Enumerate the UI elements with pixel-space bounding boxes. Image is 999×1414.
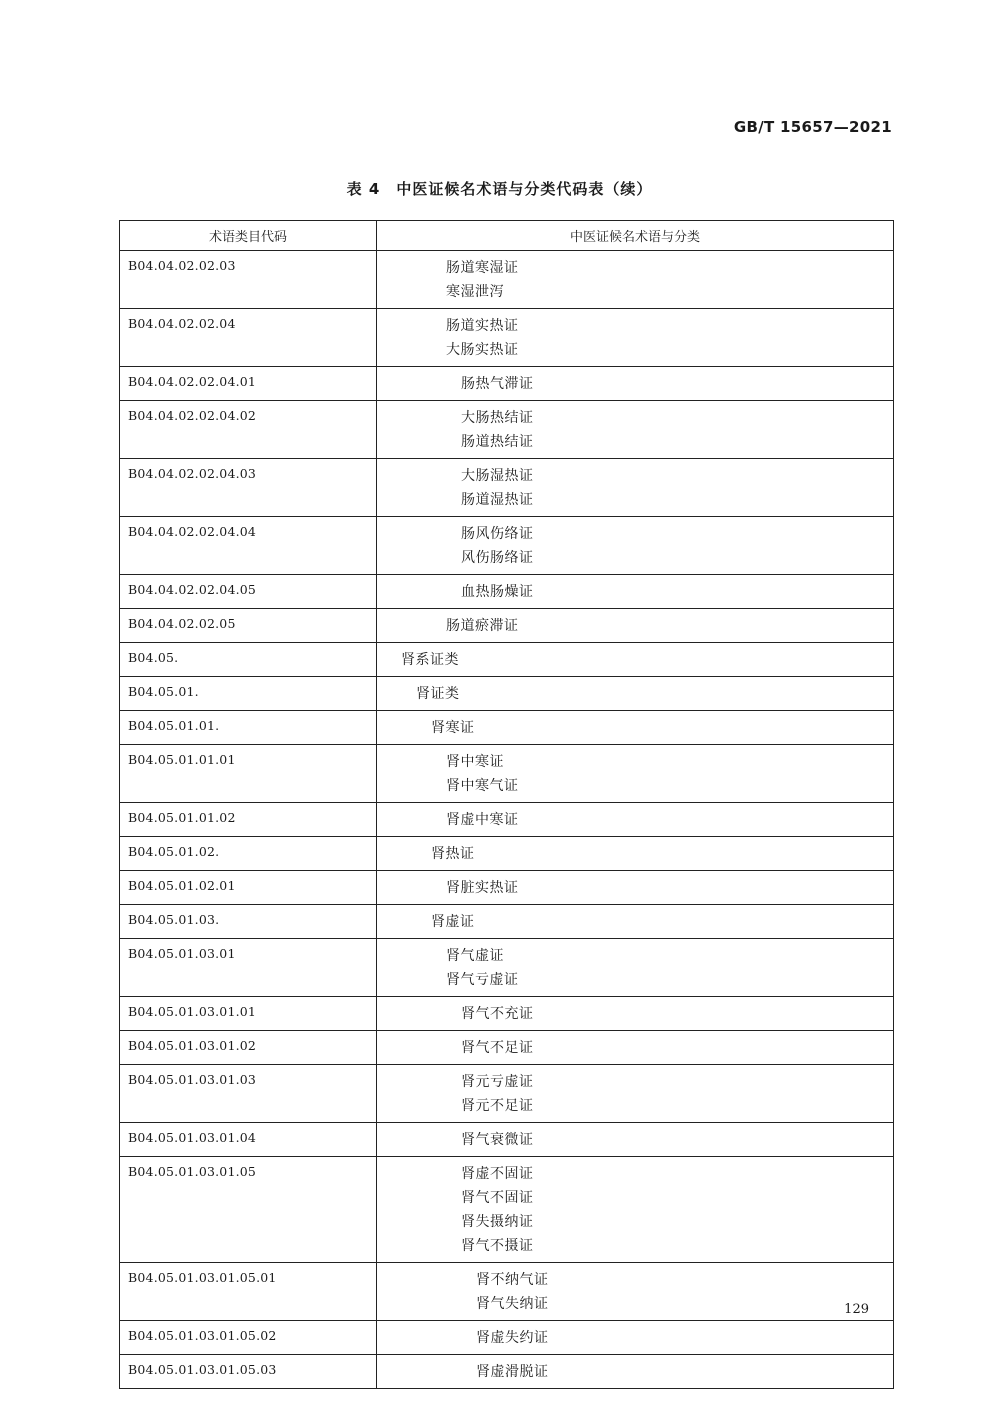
table-row — [120, 251, 894, 309]
syndrome-terms-cell — [377, 401, 894, 459]
category-code-cell: B04.04.02.02.04.05 — [120, 575, 377, 609]
syndrome-terms-cell — [377, 905, 894, 939]
syndrome-term: 肾脏实热证 — [446, 880, 519, 896]
syndrome-terms-cell — [377, 1123, 894, 1157]
category-code-cell: B04.04.02.02.04 — [120, 309, 377, 367]
syndrome-terms-cell — [377, 677, 894, 711]
syndrome-term: 肠道瘀滞证 — [446, 618, 519, 634]
category-code-cell: B04.04.02.02.04.03 — [120, 459, 377, 517]
syndrome-terms-cell — [377, 1031, 894, 1065]
syndrome-term: 肾虚证 — [431, 914, 475, 930]
syndrome-terms-cell — [377, 939, 894, 997]
syndrome-term: 肾系证类 — [401, 652, 459, 668]
syndrome-terms-cell — [377, 309, 894, 367]
table-row — [120, 517, 894, 575]
table-row — [120, 1031, 894, 1065]
syndrome-term: 肠道热结证 — [461, 434, 534, 450]
category-code-cell: B04.04.02.02.04.01 — [120, 367, 377, 401]
syndrome-term: 肾气虚证 — [446, 948, 504, 964]
syndrome-terms-cell — [377, 1157, 894, 1263]
table-row — [120, 459, 894, 517]
table-row — [120, 367, 894, 401]
syndrome-term: 肾寒证 — [431, 720, 475, 736]
syndrome-term: 大肠热结证 — [461, 410, 534, 426]
table-row — [120, 1321, 894, 1355]
syndrome-terms-cell — [377, 711, 894, 745]
syndrome-term: 肾失摄纳证 — [461, 1214, 534, 1230]
table-row — [120, 1123, 894, 1157]
syndrome-term: 肾气不充证 — [461, 1006, 534, 1022]
category-code-cell: B04.05.01.03.01.05 — [120, 1157, 377, 1263]
category-code-cell: B04.05.01.03.01.05.01 — [120, 1263, 377, 1321]
category-code-cell: B04.05.01.03.01.02 — [120, 1031, 377, 1065]
table-row — [120, 711, 894, 745]
table-header-row — [120, 221, 894, 251]
syndrome-term: 肾不纳气证 — [476, 1272, 549, 1288]
table-row — [120, 871, 894, 905]
syndrome-term: 肾证类 — [416, 686, 460, 702]
table-body — [120, 251, 894, 1389]
category-code-cell: B04.05. — [120, 643, 377, 677]
category-code-cell: B04.05.01.03.01.01 — [120, 997, 377, 1031]
syndrome-term: 肾气亏虚证 — [446, 972, 519, 988]
syndrome-term: 肠热气滞证 — [461, 376, 534, 392]
page-number: 129 — [844, 1302, 869, 1317]
table-row — [120, 745, 894, 803]
syndrome-term: 肾虚中寒证 — [446, 812, 519, 828]
category-code-cell: B04.05.01.03.01.05.02 — [120, 1321, 377, 1355]
category-code-cell: B04.04.02.02.04.02 — [120, 401, 377, 459]
syndrome-terms-cell — [377, 1321, 894, 1355]
syndrome-term: 风伤肠络证 — [461, 550, 534, 566]
syndrome-term: 肾中寒证 — [446, 754, 504, 770]
syndrome-term: 肠道湿热证 — [461, 492, 534, 508]
category-code-cell: B04.05.01.02.01 — [120, 871, 377, 905]
category-code-cell: B04.05.01.01.02 — [120, 803, 377, 837]
syndrome-term: 寒湿泄泻 — [446, 284, 504, 300]
syndrome-terms-cell — [377, 837, 894, 871]
category-code-cell: B04.05.01.02. — [120, 837, 377, 871]
table-row — [120, 1065, 894, 1123]
table-row — [120, 1157, 894, 1263]
syndrome-terms-cell — [377, 803, 894, 837]
syndrome-term: 肾虚滑脱证 — [476, 1364, 549, 1380]
syndrome-term: 血热肠燥证 — [461, 584, 534, 600]
table-row — [120, 609, 894, 643]
terms-table — [119, 220, 894, 1389]
table-row — [120, 309, 894, 367]
syndrome-term: 肾气不足证 — [461, 1040, 534, 1056]
category-code-cell: B04.04.02.02.05 — [120, 609, 377, 643]
category-code-cell: B04.05.01.01. — [120, 711, 377, 745]
syndrome-term: 肾气不固证 — [461, 1190, 534, 1206]
category-code-cell: B04.05.01.03. — [120, 905, 377, 939]
syndrome-term: 肾气失纳证 — [476, 1296, 549, 1312]
syndrome-terms-cell — [377, 1355, 894, 1389]
category-code-cell: B04.05.01.03.01.04 — [120, 1123, 377, 1157]
table-row — [120, 401, 894, 459]
table-row — [120, 575, 894, 609]
column-header-code: 术语类目代码 — [120, 221, 377, 251]
syndrome-term: 肠道寒湿证 — [446, 260, 519, 276]
table-title: 表 4 中医证候名术语与分类代码表（续） — [346, 180, 653, 198]
category-code-cell: B04.05.01.03.01.05.03 — [120, 1355, 377, 1389]
syndrome-terms-cell — [377, 367, 894, 401]
category-code-cell: B04.04.02.02.03 — [120, 251, 377, 309]
syndrome-term: 肠道实热证 — [446, 318, 519, 334]
syndrome-term: 大肠湿热证 — [461, 468, 534, 484]
syndrome-term: 肾气不摄证 — [461, 1238, 534, 1254]
syndrome-terms-cell — [377, 517, 894, 575]
syndrome-term: 大肠实热证 — [446, 342, 519, 358]
syndrome-term: 肾虚不固证 — [461, 1166, 534, 1182]
syndrome-terms-cell — [377, 871, 894, 905]
syndrome-terms-cell — [377, 251, 894, 309]
syndrome-terms-cell — [377, 1065, 894, 1123]
table-row — [120, 803, 894, 837]
syndrome-term: 肾中寒气证 — [446, 778, 519, 794]
syndrome-terms-cell — [377, 1263, 894, 1321]
category-code-cell: B04.04.02.02.04.04 — [120, 517, 377, 575]
table-row — [120, 905, 894, 939]
table-row — [120, 677, 894, 711]
syndrome-terms-cell — [377, 609, 894, 643]
syndrome-term: 肠风伤络证 — [461, 526, 534, 542]
syndrome-term: 肾虚失约证 — [476, 1330, 549, 1346]
table-row — [120, 997, 894, 1031]
syndrome-terms-cell — [377, 575, 894, 609]
category-code-cell: B04.05.01.03.01 — [120, 939, 377, 997]
table-row — [120, 643, 894, 677]
syndrome-terms-cell — [377, 997, 894, 1031]
syndrome-terms-cell — [377, 643, 894, 677]
table-row — [120, 1355, 894, 1389]
table-row — [120, 939, 894, 997]
column-header-terms: 中医证候名术语与分类 — [377, 221, 894, 251]
table-row — [120, 1263, 894, 1321]
category-code-cell: B04.05.01.01.01 — [120, 745, 377, 803]
table-row — [120, 837, 894, 871]
syndrome-terms-cell — [377, 459, 894, 517]
standard-code: GB/T 15657—2021 — [733, 118, 892, 136]
category-code-cell: B04.05.01.03.01.03 — [120, 1065, 377, 1123]
syndrome-term: 肾元不足证 — [461, 1098, 534, 1114]
syndrome-term: 肾气衰微证 — [461, 1132, 534, 1148]
syndrome-term: 肾热证 — [431, 846, 475, 862]
syndrome-terms-cell — [377, 745, 894, 803]
category-code-cell: B04.05.01. — [120, 677, 377, 711]
syndrome-term: 肾元亏虚证 — [461, 1074, 534, 1090]
